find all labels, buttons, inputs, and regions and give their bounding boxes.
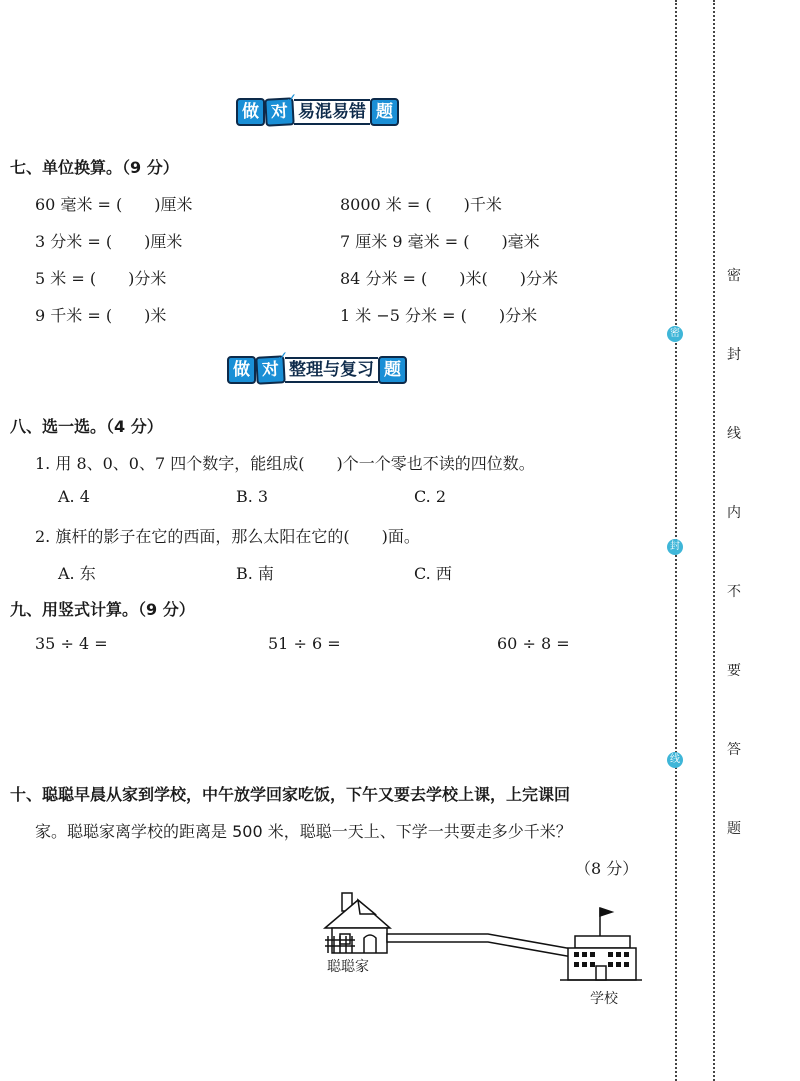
margin-char: 内 <box>727 505 741 521</box>
word-problem-line-1: 十、聪聪早晨从家到学校，中午放学回家吃饭，下午又要去学校上课，上完课回 <box>10 785 571 804</box>
choice-option: A. 4 <box>58 487 90 506</box>
margin-char: 封 <box>727 347 741 363</box>
choice-option: C. 西 <box>414 564 452 583</box>
banner-tag-zuo: 做 <box>227 356 256 384</box>
binding-line-right <box>713 0 715 1081</box>
school-label: 学校 <box>590 991 618 1007</box>
house-icon <box>325 893 390 953</box>
division-problem: 60 ÷ 8 = <box>497 634 570 653</box>
division-problem: 51 ÷ 6 = <box>268 634 341 653</box>
banner-easy-mistakes <box>236 91 399 126</box>
choice-option: A. 东 <box>58 564 96 583</box>
conversion-item: 3 分米 = ( )厘米 <box>35 232 183 251</box>
banner-middle-text: 整理与复习 <box>285 357 378 383</box>
choice-question-1: 1. 用 8、0、0、7 四个数字，能组成( )个一个零也不读的四位数。 <box>35 454 535 473</box>
margin-char: 题 <box>727 821 741 837</box>
margin-char: 要 <box>727 663 741 679</box>
banner-tag-dui: 对 ✓ <box>255 355 285 384</box>
banner-tag-ti: 题 <box>370 98 399 126</box>
choice-option: B. 3 <box>236 487 269 506</box>
margin-char: 密 <box>727 268 741 284</box>
road-path <box>387 934 578 958</box>
banner-tag-ti: 题 <box>378 356 407 384</box>
conversion-item: 60 毫米 = ( )厘米 <box>35 195 193 214</box>
conversion-item: 7 厘米 9 毫米 = ( )毫米 <box>340 232 540 251</box>
conversion-item: 9 千米 = ( )米 <box>35 306 167 325</box>
score-label: （8 分） <box>575 859 639 878</box>
banner-review <box>227 349 407 384</box>
checkmark-icon: ✓ <box>276 349 289 366</box>
choice-option: C. 2 <box>414 487 447 506</box>
section7-heading: 七、单位换算。（9 分） <box>10 158 179 177</box>
division-problem: 35 ÷ 4 = <box>35 634 108 653</box>
word-problem-line-2: 家。聪聪家离学校的距离是 500 米，聪聪一天上、下学一共要走多少千米？ <box>35 822 572 841</box>
section8-heading: 八、选一选。（4 分） <box>10 417 163 436</box>
conversion-item: 8000 米 = ( )千米 <box>340 195 502 214</box>
section9-heading: 九、用竖式计算。（9 分） <box>10 600 195 619</box>
seal-dot: 密 <box>667 326 683 342</box>
seal-dot: 线 <box>667 752 683 768</box>
margin-char: 答 <box>727 742 741 758</box>
conversion-item: 5 米 = ( )分米 <box>35 269 167 288</box>
conversion-item: 84 分米 = ( )米( )分米 <box>340 269 558 288</box>
banner-tag-dui: 对 ✓ <box>264 97 294 126</box>
home-label: 聪聪家 <box>327 959 369 975</box>
school-icon <box>560 908 642 980</box>
choice-option: B. 南 <box>236 564 274 583</box>
banner-middle-text: 易混易错 <box>294 99 370 125</box>
conversion-item: 1 米 −5 分米 = ( )分米 <box>340 306 538 325</box>
checkmark-icon: ✓ <box>285 91 298 108</box>
choice-question-2: 2. 旗杆的影子在它的西面，那么太阳在它的( )面。 <box>35 527 420 546</box>
banner-tag-zuo: 做 <box>236 98 265 126</box>
margin-char: 不 <box>727 584 741 600</box>
margin-char: 线 <box>727 426 741 442</box>
seal-dot: 封 <box>667 539 683 555</box>
